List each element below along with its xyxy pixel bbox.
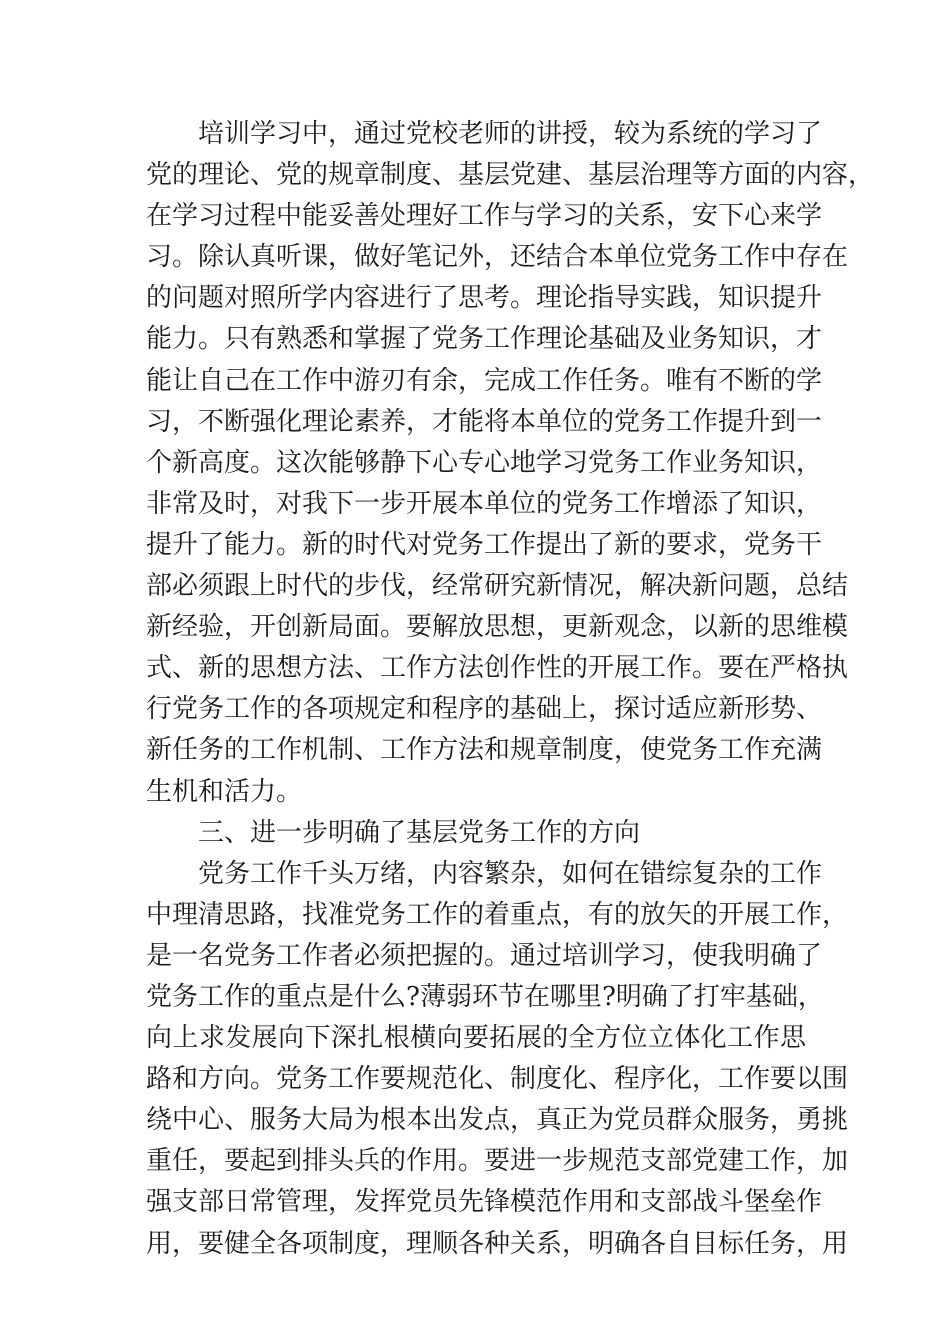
text-line: 向上求发展向下深扎根横向要拓展的全方位立体化工作思: [146, 1023, 806, 1054]
text-line: 的问题对照所学内容进行了思考。理论指导实践，知识提升: [146, 283, 823, 314]
text-line: 新任务的工作机制、工作方法和规章制度，使党务工作充满: [146, 735, 823, 766]
text-line: 新经验，开创新局面。要解放思想，更新观念，以新的思维模: [146, 612, 849, 643]
text-line: 在学习过程中能妥善处理好工作与学习的关系，安下心来学: [146, 201, 823, 232]
document-body: [146, 114, 875, 1265]
text-line: 习，不断强化理论素养，才能将本单位的党务工作提升到一: [146, 406, 823, 437]
text-line: 党的理论、党的规章制度、基层党建、基层治理等方面的内容，: [146, 160, 875, 191]
text-line: 提升了能力。新的时代对党务工作提出了新的要求，党务干: [146, 529, 823, 560]
text-line: 绕中心、服务大局为根本出发点，真正为党员群众服务，勇挑: [146, 1105, 849, 1136]
text-line: 非常及时，对我下一步开展本单位的党务工作增添了知识，: [146, 488, 823, 519]
text-line: 个新高度。这次能够静下心专心地学习党务工作业务知识，: [146, 447, 823, 478]
text-line: 行党务工作的各项规定和程序的基础上，探讨适应新形势、: [146, 694, 823, 725]
text-line: 三、进一步明确了基层党务工作的方向: [198, 817, 641, 848]
text-line: 党务工作千头万绪，内容繁杂，如何在错综复杂的工作: [198, 858, 823, 889]
text-line: 是一名党务工作者必须把握的。通过培训学习，使我明确了: [146, 940, 823, 971]
text-line: 培训学习中，通过党校老师的讲授，较为系统的学习了: [198, 119, 823, 149]
text-line: 重任，要起到排头兵的作用。要进一步规范支部党建工作，加: [146, 1146, 849, 1177]
text-line: 习。除认真听课，做好笔记外，还结合本单位党务工作中存在: [146, 242, 849, 273]
text-line: 用，要健全各项制度，理顺各种关系，明确各自目标任务，用: [146, 1228, 849, 1259]
text-line: 党务工作的重点是什么?薄弱环节在哪里?明确了打牢基础，: [146, 981, 824, 1012]
text-line: 能让自己在工作中游刃有余，完成工作任务。唯有不断的学: [146, 365, 823, 396]
text-line: 部必须跟上时代的步伐，经常研究新情况，解决新问题，总结: [146, 571, 849, 602]
text-line: 生机和活力。: [146, 776, 303, 807]
text-line: 中理清思路，找准党务工作的着重点，有的放矢的开展工作，: [146, 899, 849, 930]
text-line: 强支部日常管理，发挥党员先锋模范作用和支部战斗堡垒作: [146, 1187, 823, 1218]
text-line: 式、新的思想方法、工作方法创作性的开展工作。要在严格执: [146, 653, 849, 684]
text-line: 路和方向。党务工作要规范化、制度化、程序化，工作要以围: [146, 1064, 849, 1095]
text-line: 能力。只有熟悉和掌握了党务工作理论基础及业务知识，才: [146, 324, 823, 355]
